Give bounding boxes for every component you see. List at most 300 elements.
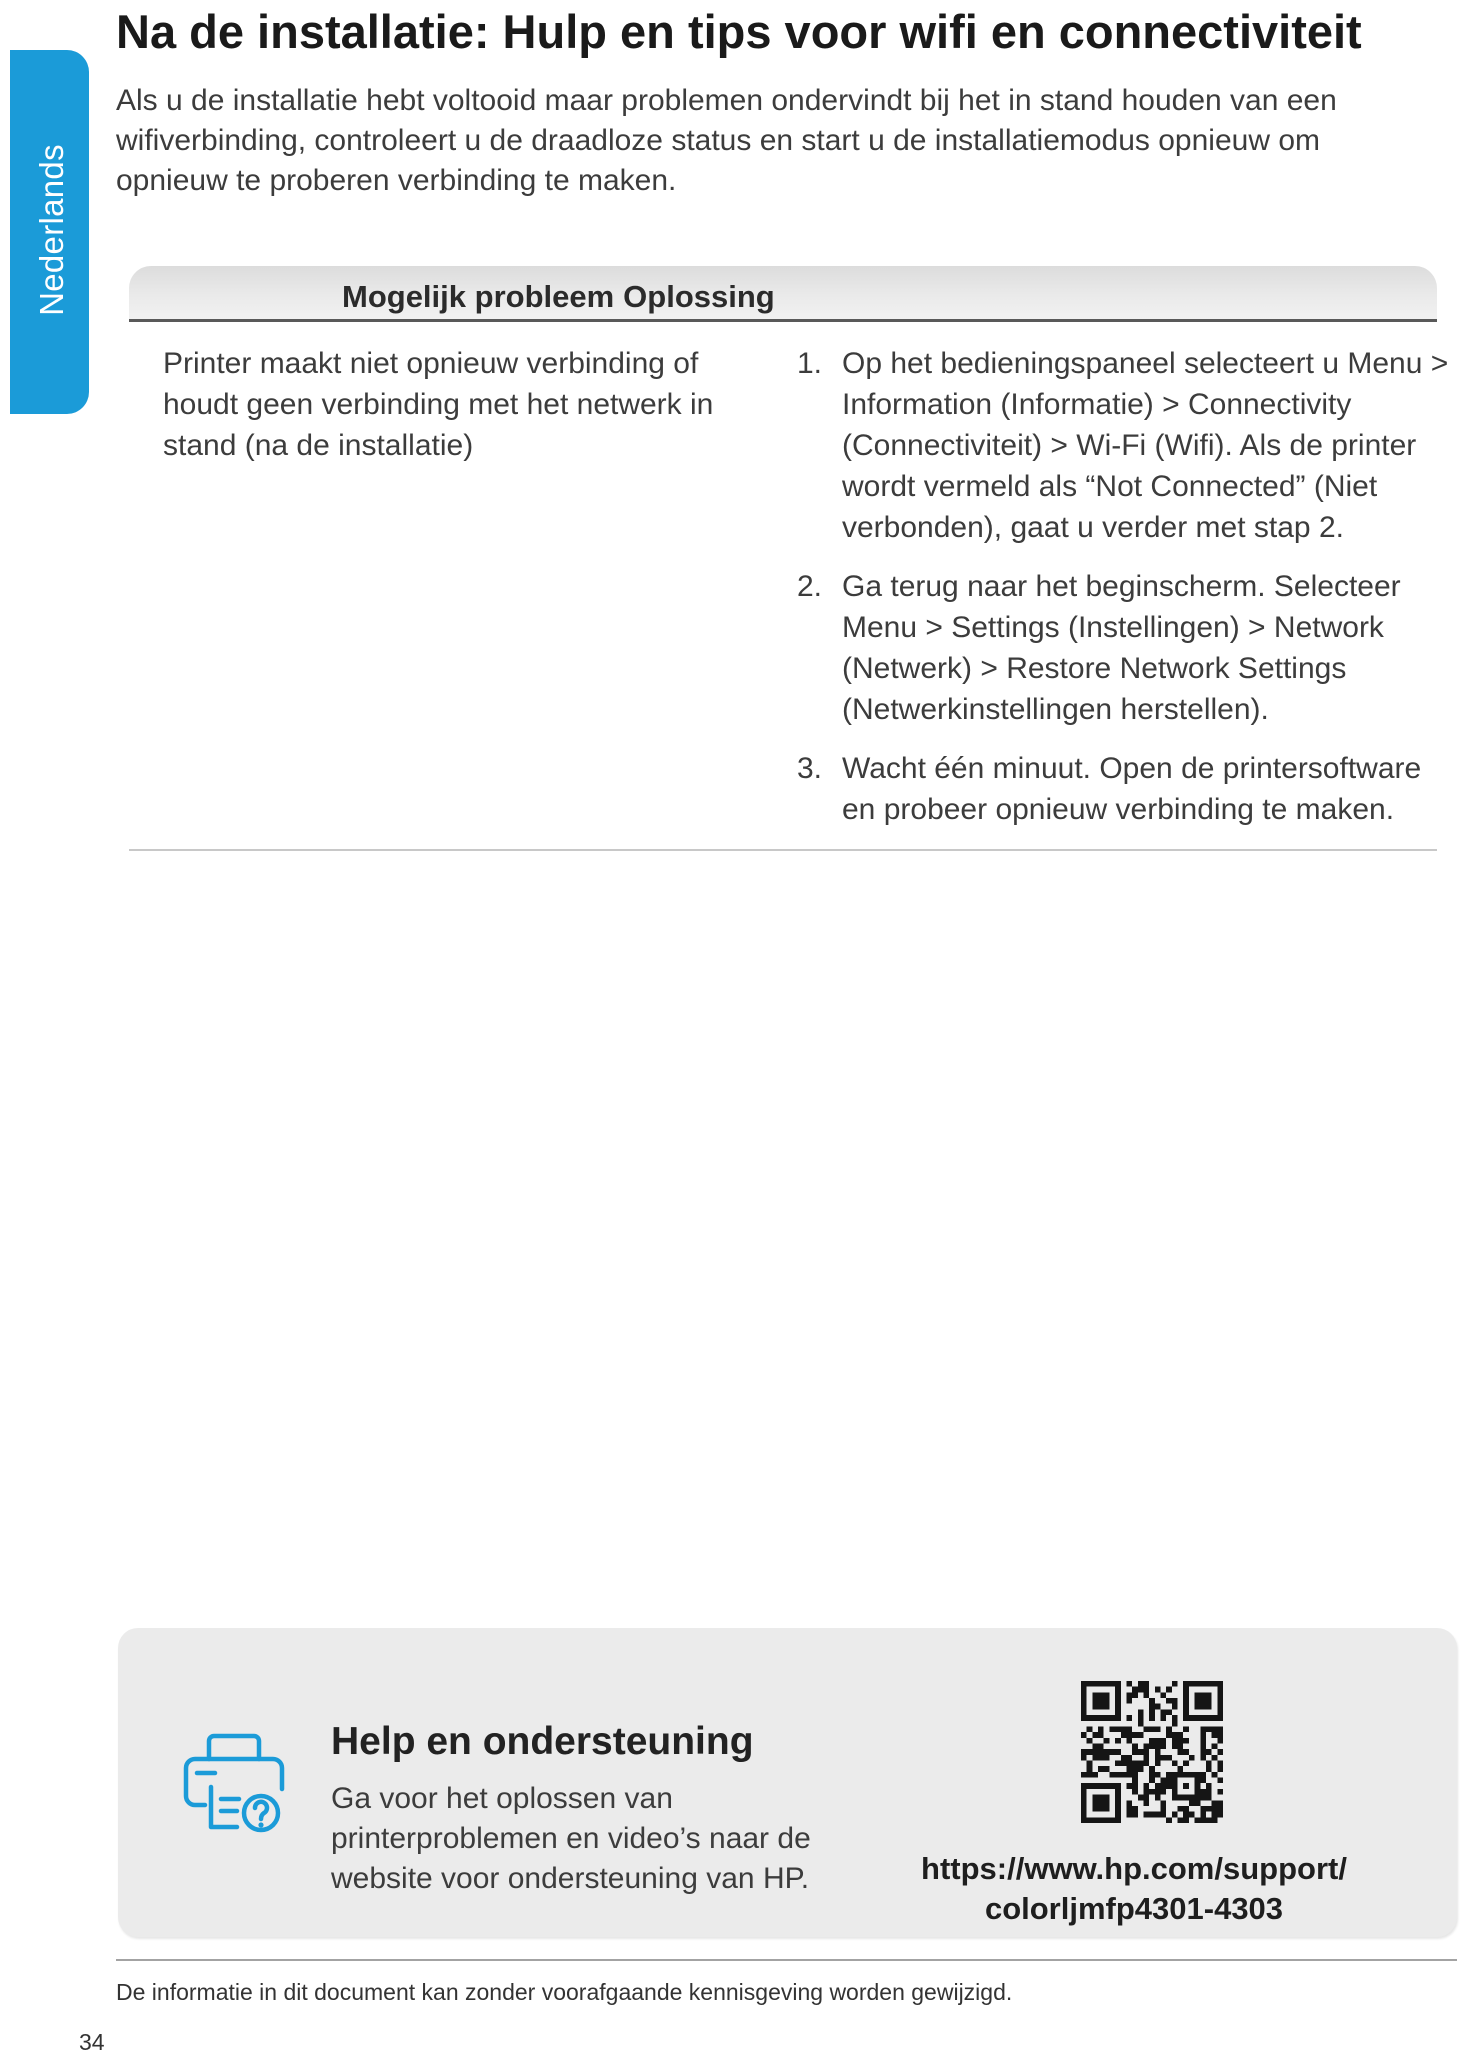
qr-module [1161,1778,1167,1784]
qr-module [1155,1761,1161,1767]
qr-module [1081,1817,1087,1823]
column-header-solution: Oplossing [623,279,775,314]
qr-module [1155,1789,1161,1795]
qr-module [1115,1709,1121,1715]
help-title: Help en ondersteuning [331,1720,754,1763]
qr-module [1212,1726,1218,1732]
qr-module [1212,1800,1218,1806]
qr-module [1132,1761,1138,1767]
qr-code [1081,1681,1223,1823]
qr-module [1132,1749,1138,1755]
qr-module [1183,1738,1189,1744]
step-line: verbonden), gaat u verder met stap 2. [842,511,1344,544]
qr-module [1172,1738,1178,1744]
qr-module [1138,1721,1144,1727]
qr-module [1132,1687,1138,1693]
qr-module [1132,1783,1138,1789]
qr-module [1172,1732,1178,1738]
qr-module [1098,1681,1104,1687]
qr-module [1172,1783,1178,1789]
qr-module [1200,1778,1206,1784]
qr-module [1183,1709,1189,1715]
qr-module [1104,1783,1110,1789]
qr-module [1206,1704,1212,1710]
qr-module [1172,1743,1178,1749]
qr-module [1126,1783,1132,1789]
qr-module [1126,1715,1132,1721]
qr-module [1212,1743,1218,1749]
solution-step [797,343,1448,548]
qr-module [1172,1698,1178,1704]
qr-module [1104,1738,1110,1744]
qr-module [1217,1789,1223,1795]
qr-module [1104,1681,1110,1687]
qr-module [1200,1772,1206,1778]
qr-module [1109,1726,1115,1732]
qr-module [1115,1749,1121,1755]
qr-module [1178,1772,1184,1778]
qr-module [1098,1732,1104,1738]
qr-module [1206,1749,1212,1755]
qr-module [1161,1800,1167,1806]
qr-module [1092,1817,1098,1823]
qr-module [1138,1749,1144,1755]
qr-module [1143,1681,1149,1687]
qr-module [1098,1817,1104,1823]
qr-module [1206,1726,1212,1732]
qr-module [1195,1778,1201,1784]
qr-module [1161,1812,1167,1818]
qr-module [1149,1738,1155,1744]
qr-module [1200,1715,1206,1721]
qr-module [1195,1681,1201,1687]
qr-module [1081,1698,1087,1704]
step-line: Ga terug naar het beginscherm. Selecteer [842,570,1401,603]
qr-module [1149,1709,1155,1715]
qr-module [1183,1687,1189,1693]
qr-module [1098,1698,1104,1704]
qr-module [1126,1681,1132,1687]
qr-module [1126,1732,1132,1738]
qr-module [1166,1783,1172,1789]
qr-module [1200,1732,1206,1738]
qr-module [1087,1715,1093,1721]
qr-module [1143,1761,1149,1767]
qr-module [1166,1772,1172,1778]
qr-module [1212,1817,1218,1823]
qr-module [1104,1795,1110,1801]
qr-module [1092,1772,1098,1778]
qr-module [1138,1681,1144,1687]
qr-module [1115,1800,1121,1806]
qr-module [1166,1698,1172,1704]
qr-module [1126,1800,1132,1806]
qr-module [1132,1692,1138,1698]
qr-module [1200,1698,1206,1704]
qr-module [1155,1687,1161,1693]
step-number: 3. [797,752,823,785]
qr-module [1115,1761,1121,1767]
qr-module [1092,1698,1098,1704]
intro-line: Als u de installatie hebt voltooid maar problemen ondervindt bij het in stand houden van een [116,84,1337,117]
qr-module [1183,1795,1189,1801]
qr-module [1121,1755,1127,1761]
qr-module [1092,1681,1098,1687]
qr-module [1161,1738,1167,1744]
qr-module [1138,1709,1144,1715]
page-title: Na de installatie: Hulp en tips voor wifi en connectiviteit [116,5,1362,58]
qr-module [1109,1783,1115,1789]
qr-module [1104,1715,1110,1721]
qr-module [1081,1772,1087,1778]
qr-module [1115,1795,1121,1801]
qr-module [1126,1698,1132,1704]
qr-module [1092,1783,1098,1789]
step-number: 2. [797,570,823,603]
qr-module [1115,1738,1121,1744]
qr-module [1172,1681,1178,1687]
qr-module [1200,1755,1206,1761]
qr-module [1183,1704,1189,1710]
qr-module [1081,1687,1087,1693]
qr-module [1087,1738,1093,1744]
qr-module [1132,1812,1138,1818]
qr-module [1183,1806,1189,1812]
support-url-line[interactable]: https://www.hp.com/support/ [921,1851,1347,1886]
qr-module [1126,1812,1132,1818]
qr-module [1217,1704,1223,1710]
qr-module [1217,1698,1223,1704]
qr-module [1217,1726,1223,1732]
support-url[interactable] [914,1849,1354,1929]
qr-module [1115,1687,1121,1693]
qr-module [1183,1698,1189,1704]
qr-module [1143,1800,1149,1806]
qr-module [1149,1766,1155,1772]
qr-module [1200,1738,1206,1744]
qr-module [1081,1806,1087,1812]
qr-module [1081,1812,1087,1818]
language-tab [10,50,89,414]
step-line: en probeer opnieuw verbinding te maken. [842,793,1395,826]
qr-module [1126,1738,1132,1744]
qr-module [1143,1783,1149,1789]
qr-module [1183,1761,1189,1767]
qr-module [1143,1789,1149,1795]
qr-module [1212,1755,1218,1761]
qr-module [1138,1761,1144,1767]
qr-module [1217,1692,1223,1698]
qr-module [1166,1732,1172,1738]
qr-module [1109,1817,1115,1823]
qr-module [1126,1755,1132,1761]
qr-module [1183,1681,1189,1687]
qr-module [1161,1789,1167,1795]
qr-module [1104,1766,1110,1772]
qr-module [1212,1806,1218,1812]
qr-module [1087,1761,1093,1767]
help-description [331,1779,811,1899]
qr-module [1212,1812,1218,1818]
qr-module [1217,1806,1223,1812]
qr-module [1217,1812,1223,1818]
qr-module [1172,1812,1178,1818]
qr-module [1155,1812,1161,1818]
qr-module [1138,1715,1144,1721]
column-header-problem: Mogelijk probleem [342,279,615,314]
qr-module [1143,1749,1149,1755]
qr-module [1195,1783,1201,1789]
table-bottom-rule [129,849,1437,851]
qr-module [1172,1721,1178,1727]
qr-module [1161,1709,1167,1715]
qr-module [1195,1704,1201,1710]
qr-module [1087,1749,1093,1755]
qr-module [1098,1806,1104,1812]
table-header [129,266,1437,322]
qr-module [1126,1692,1132,1698]
qr-module [1161,1755,1167,1761]
qr-module [1098,1749,1104,1755]
step-line: (Netwerkinstellingen herstellen). [842,693,1269,726]
qr-module [1206,1761,1212,1767]
qr-module [1126,1726,1132,1732]
page-number: 34 [79,2029,105,2055]
qr-module [1087,1783,1093,1789]
qr-module [1183,1812,1189,1818]
qr-module [1206,1783,1212,1789]
intro-line: opnieuw te proberen verbinding te maken. [116,164,677,197]
qr-module [1161,1743,1167,1749]
qr-module [1161,1715,1167,1721]
qr-module [1138,1732,1144,1738]
qr-module [1189,1812,1195,1818]
qr-module [1149,1726,1155,1732]
qr-module [1178,1749,1184,1755]
qr-module [1155,1726,1161,1732]
qr-module [1098,1800,1104,1806]
footer-divider [116,1959,1457,1961]
qr-module [1081,1681,1087,1687]
qr-module [1166,1817,1172,1823]
qr-module [1115,1806,1121,1812]
qr-module [1178,1738,1184,1744]
qr-module [1115,1698,1121,1704]
qr-module [1098,1704,1104,1710]
qr-module [1155,1755,1161,1761]
qr-module [1200,1743,1206,1749]
qr-module [1104,1698,1110,1704]
table-header-row [342,274,775,320]
qr-module [1138,1766,1144,1772]
qr-module [1217,1800,1223,1806]
qr-module [1143,1726,1149,1732]
qr-module [1212,1732,1218,1738]
qr-module [1178,1795,1184,1801]
qr-module [1166,1687,1172,1693]
qr-module [1149,1778,1155,1784]
qr-module [1104,1817,1110,1823]
qr-module [1115,1726,1121,1732]
qr-module [1217,1766,1223,1772]
qr-module [1092,1806,1098,1812]
qr-module [1098,1783,1104,1789]
qr-module [1121,1761,1127,1767]
help-description-line: printerproblemen en video’s naar de [331,1822,811,1855]
qr-module [1217,1738,1223,1744]
qr-module [1178,1732,1184,1738]
qr-module [1098,1715,1104,1721]
step-number: 1. [797,347,823,380]
qr-module [1092,1755,1098,1761]
qr-module [1155,1738,1161,1744]
language-tab-label: Nederlands [33,144,70,316]
problem-line: stand (na de installatie) [163,429,474,462]
qr-module [1081,1709,1087,1715]
qr-module [1183,1783,1189,1789]
qr-module [1206,1766,1212,1772]
qr-module [1183,1726,1189,1732]
qr-module [1115,1692,1121,1698]
qr-module [1132,1778,1138,1784]
qr-module [1092,1749,1098,1755]
qr-module [1132,1732,1138,1738]
qr-module [1200,1704,1206,1710]
qr-module [1217,1715,1223,1721]
qr-module [1161,1692,1167,1698]
qr-module [1132,1743,1138,1749]
intro-line: wifiverbinding, controleert u de draadloze status en start u de installatiemodus opnieuw om [116,124,1321,157]
qr-module [1104,1800,1110,1806]
qr-module [1189,1772,1195,1778]
qr-module [1092,1743,1098,1749]
qr-module [1166,1726,1172,1732]
qr-module [1149,1812,1155,1818]
qr-module [1217,1709,1223,1715]
qr-module [1200,1795,1206,1801]
solution-cell [797,343,1448,830]
qr-module [1217,1749,1223,1755]
qr-module [1172,1789,1178,1795]
qr-module [1183,1772,1189,1778]
qr-module [1161,1783,1167,1789]
qr-module [1149,1715,1155,1721]
qr-module [1115,1715,1121,1721]
qr-module [1098,1755,1104,1761]
step-line: Wacht één minuut. Open de printersoftware [842,752,1422,785]
qr-module [1081,1800,1087,1806]
qr-module [1115,1812,1121,1818]
qr-module [1172,1778,1178,1784]
qr-module [1149,1772,1155,1778]
qr-module [1172,1704,1178,1710]
qr-module [1087,1766,1093,1772]
qr-module [1217,1761,1223,1767]
solution-step [797,748,1448,830]
qr-module [1155,1772,1161,1778]
qr-module [1104,1692,1110,1698]
qr-module [1200,1806,1206,1812]
qr-module [1121,1726,1127,1732]
qr-module [1189,1795,1195,1801]
help-description-line: Ga voor het oplossen van [331,1782,673,1815]
qr-module [1121,1772,1127,1778]
qr-module [1195,1698,1201,1704]
qr-module [1189,1681,1195,1687]
qr-module [1178,1817,1184,1823]
qr-module [1081,1795,1087,1801]
qr-module [1155,1795,1161,1801]
qr-module [1172,1715,1178,1721]
qr-module [1195,1800,1201,1806]
qr-module [1115,1789,1121,1795]
qr-module [1155,1783,1161,1789]
problem-line: Printer maakt niet opnieuw verbinding of [163,347,699,380]
step-line: (Connectiviteit) > Wi-Fi (Wifi). Als de printer [842,429,1417,462]
qr-module [1115,1783,1121,1789]
problem-line: houdt geen verbinding met het netwerk in [163,388,714,421]
qr-module [1195,1789,1201,1795]
qr-module [1087,1681,1093,1687]
solution-step [797,566,1448,730]
qr-module [1183,1749,1189,1755]
qr-module [1172,1772,1178,1778]
qr-module [1104,1704,1110,1710]
qr-module [1115,1704,1121,1710]
qr-module [1115,1681,1121,1687]
qr-module [1189,1800,1195,1806]
qr-module [1132,1789,1138,1795]
qr-module [1212,1772,1218,1778]
qr-module [1143,1795,1149,1801]
qr-module [1098,1766,1104,1772]
qr-module [1109,1715,1115,1721]
qr-module [1178,1743,1184,1749]
qr-module [1126,1766,1132,1772]
qr-module [1212,1715,1218,1721]
support-url-line[interactable]: colorljmfp4301-4303 [984,1891,1284,1926]
qr-module [1143,1692,1149,1698]
qr-module [1087,1817,1093,1823]
qr-module [1183,1715,1189,1721]
qr-module [1155,1743,1161,1749]
qr-module [1217,1732,1223,1738]
qr-module [1109,1749,1115,1755]
qr-module [1092,1692,1098,1698]
qr-module [1172,1761,1178,1767]
printer-question-icon [181,1729,287,1835]
qr-code-container [1081,1681,1223,1823]
problem-cell [163,343,713,466]
qr-module [1081,1732,1087,1738]
qr-module [1195,1817,1201,1823]
qr-module [1109,1772,1115,1778]
qr-module [1217,1778,1223,1784]
qr-module [1195,1715,1201,1721]
qr-module [1092,1732,1098,1738]
qr-module [1200,1692,1206,1698]
qr-module [1104,1755,1110,1761]
qr-module [1178,1766,1184,1772]
qr-module [1081,1783,1087,1789]
qr-module [1098,1795,1104,1801]
qr-module [1200,1789,1206,1795]
qr-module [1166,1755,1172,1761]
qr-module [1206,1817,1212,1823]
qr-module [1166,1709,1172,1715]
qr-module [1126,1772,1132,1778]
footer-disclaimer: De informatie in dit document kan zonder voorafgaande kennisgeving worden gewijzigd. [116,1979,1013,2005]
